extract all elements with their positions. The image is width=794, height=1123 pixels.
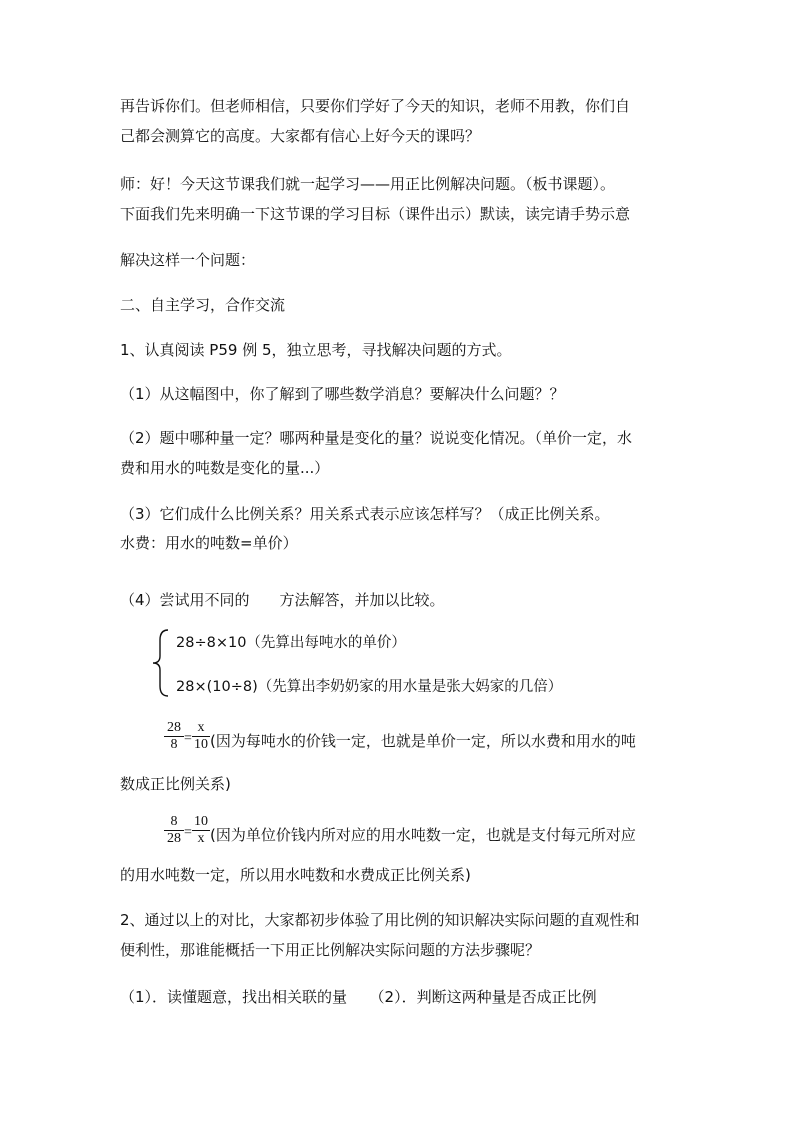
fraction-x-over-10 xyxy=(192,720,210,753)
text-line: 己都会测算它的高度。大家都有信心上好今天的课吗？ xyxy=(120,127,481,145)
equals-sign: = xyxy=(184,825,192,840)
numerator: 10 xyxy=(194,814,208,829)
text-line: 便利性，那谁能概括一下用正比例解决实际问题的方法步骤呢？ xyxy=(120,941,541,959)
text-line: （4）尝试用不同的 方法解答，并加以比较。 xyxy=(120,591,445,609)
text-line: 的用水吨数一定，所以用水吨数和水费成正比例关系) xyxy=(120,866,471,884)
section-heading: 二、自主学习，合作交流 xyxy=(120,296,286,314)
text-line: 数成正比例关系) xyxy=(120,775,231,793)
fraction-10-over-x xyxy=(192,814,210,847)
method-two: 28×(10÷8)（先算出李奶奶家的用水量是张大妈家的几倍） xyxy=(176,679,563,695)
text-line: （1）从这幅图中，你了解到了哪些数学消息？要解决什么问题？？ xyxy=(120,385,565,403)
text-line: （1）．读懂题意，找出相关联的量 （2）．判断这两种量是否成正比例 xyxy=(120,988,597,1006)
numerator: 8 xyxy=(170,814,178,829)
fraction-28-over-8 xyxy=(164,720,184,753)
text-line: (因为每吨水的价钱一定，也就是单价一定，所以水费和用水的吨 xyxy=(210,732,636,750)
text-line: 水费：用水的吨数=单价） xyxy=(120,534,298,552)
text-line: 下面我们先来明确一下这节课的学习目标（课件出示）默读，读完请手势示意 xyxy=(120,205,631,223)
text-line: 2、通过以上的对比，大家都初步体验了用比例的知识解决实际问题的直观性和 xyxy=(120,911,640,929)
text-line: （2）题中哪种量一定？哪两种量是变化的量？说说变化情况。（单价一定，水 xyxy=(120,429,633,447)
text-line: 师：好！今天这节课我们就一起学习——用正比例解决问题。（板书课题）。 xyxy=(120,175,616,193)
equals-sign: = xyxy=(184,731,192,746)
numerator: 28 xyxy=(167,720,181,735)
denominator: 8 xyxy=(170,737,178,752)
text-line: (因为单位价钱内所对应的用水吨数一定，也就是支付每元所对应 xyxy=(210,826,636,844)
text-line: 解决这样一个问题： xyxy=(120,251,256,269)
denominator: 10 xyxy=(194,737,208,752)
denominator: x xyxy=(197,831,205,846)
denominator: 28 xyxy=(167,831,181,846)
text-line: 1、认真阅读 P59 例 5，独立思考，寻找解决问题的方式。 xyxy=(120,341,512,359)
left-brace-icon xyxy=(150,628,172,698)
fraction-8-over-28 xyxy=(164,814,184,847)
text-line: （3）它们成什么比例关系？用关系式表示应该怎样写？（成正比例关系。 xyxy=(120,505,610,523)
method-one: 28÷8×10（先算出每吨水的单价） xyxy=(176,635,406,651)
text-line: 再告诉你们。但老师相信，只要你们学好了今天的知识，老师不用教，你们自 xyxy=(120,97,631,115)
numerator: x xyxy=(197,720,205,735)
text-line: 费和用水的吨数是变化的量...） xyxy=(120,459,330,477)
